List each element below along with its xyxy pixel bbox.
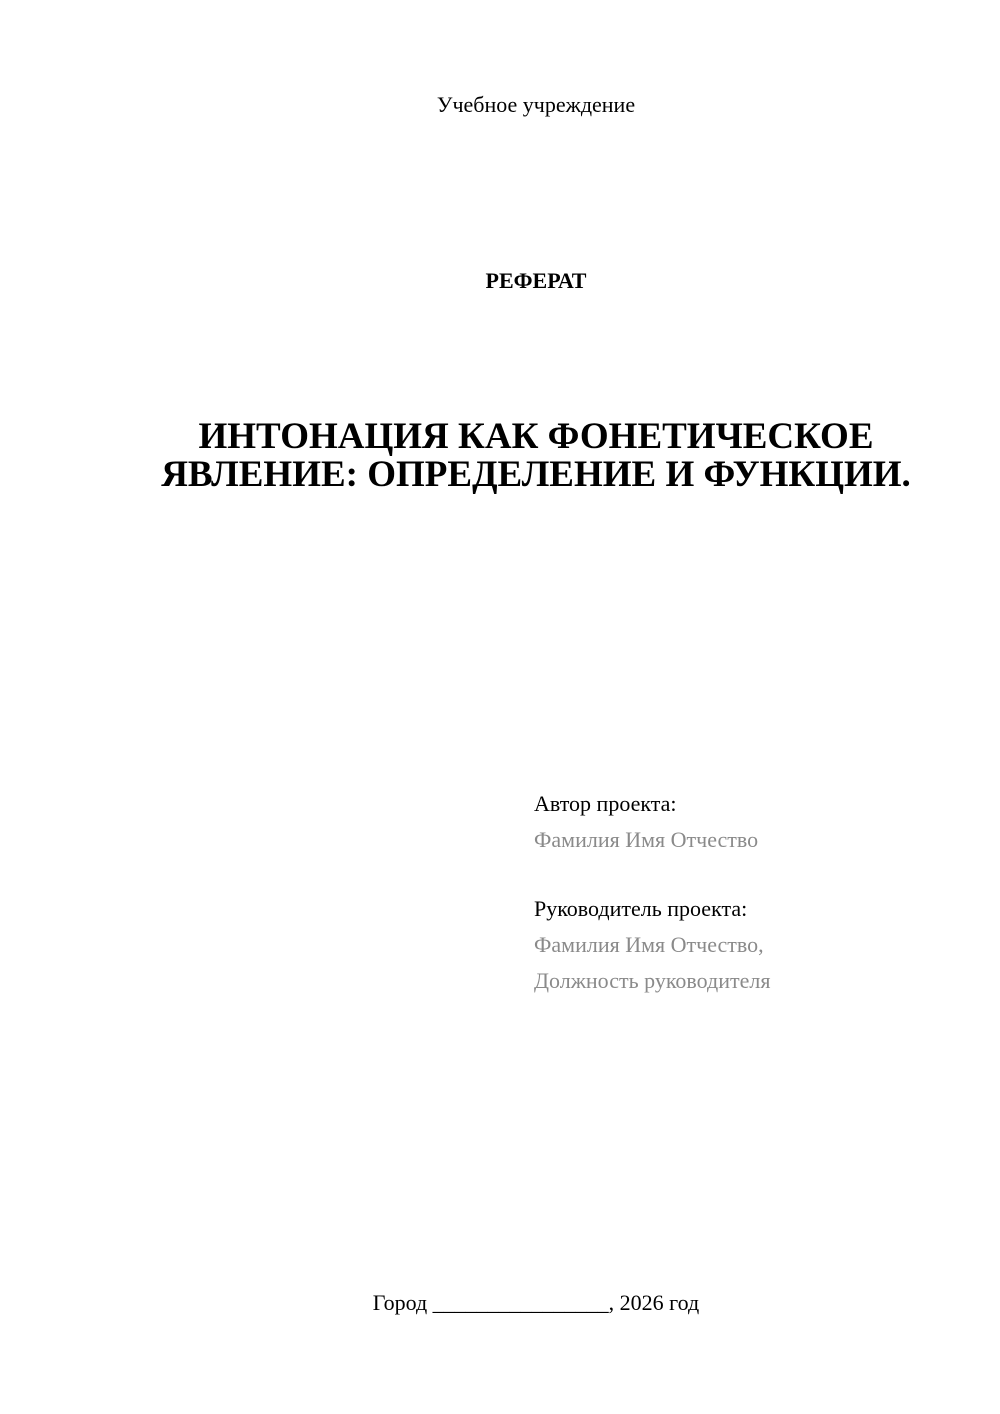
signature-block [534, 786, 974, 999]
supervisor-position: Должность руководителя [534, 968, 771, 993]
document-type: РЕФЕРАТ [485, 268, 587, 293]
author-name: Фамилия Имя Отчество [534, 827, 759, 852]
document-title: ИНТОНАЦИЯ КАК ФОНЕТИЧЕСКОЕ ЯВЛЕНИЕ: ОПРЕДЕЛЕНИЕ И ФУНКЦИИ. [161, 416, 911, 495]
supervisor-name: Фамилия Имя Отчество, [534, 932, 764, 957]
author-label: Автор проекта: [534, 791, 677, 816]
city-year-footer: Город ________________, 2026 год [372, 1290, 700, 1315]
signature-spacer [534, 858, 974, 891]
institution-name: Учебное учреждение [436, 92, 636, 117]
supervisor-label: Руководитель проекта: [534, 896, 748, 921]
